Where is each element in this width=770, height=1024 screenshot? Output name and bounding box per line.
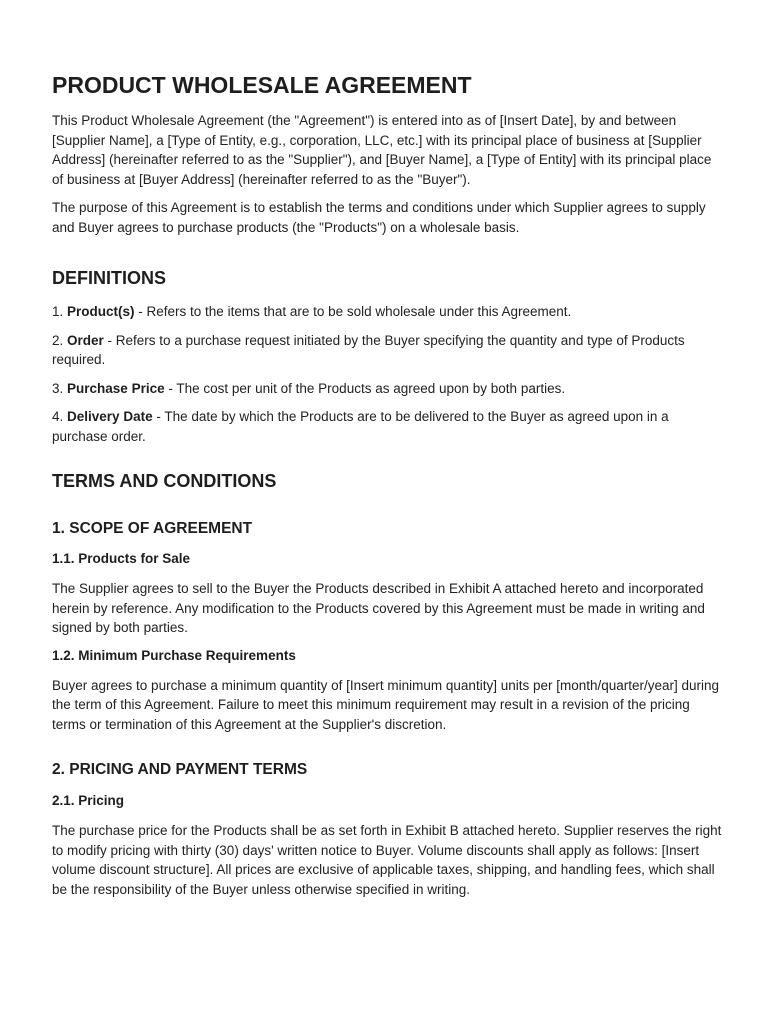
definition-text: - Refers to the items that are to be sold wholesale under this Agreement. (134, 304, 572, 319)
intro-paragraph: This Product Wholesale Agreement (the "Agreement") is entered into as of [Insert Date], by and between [Supplier Name], a [Type of Entity, e.g., corporation, LLC, etc.] with its principal place of business at [Supplier Address] (hereinafter referred to as the "Supplier"), and [Buyer Name], a [Type of Entity] with its principal place of business at [Buyer Address] (hereinafter referred to as the "Buyer"). (52, 113, 712, 187)
subsection-heading-minimum-purchase: 1.2. Minimum Purchase Requirements (52, 647, 296, 663)
document-page (52, 70, 724, 899)
definitions-heading: DEFINITIONS (52, 268, 167, 288)
purpose-paragraph: The purpose of this Agreement is to establish the terms and conditions under which Supplier agrees to supply and Buyer agrees to purchase products (the "Products") on a wholesale basis. (52, 200, 706, 235)
subsection-text-products: The Supplier agrees to sell to the Buyer the Products described in Exhibit A attached hereto and incorporated herein by reference. Any modification to the Products covered by this Agreement must be made in writing and signed by both parties. (52, 581, 705, 635)
terms-heading: TERMS AND CONDITIONS (52, 471, 277, 491)
document-title: PRODUCT WHOLESALE AGREEMENT (52, 72, 472, 98)
definition-text: - The cost per unit of the Products as agreed upon by both parties. (164, 380, 566, 396)
subsection-text-pricing: The purchase price for the Products shall be as set forth in Exhibit B attached hereto. Supplier reserves the right to modify pricing with thirty (30) days' written notice to Buyer. Volume discounts shall apply as follows: [Insert volume discount structure]. All prices are exclusive of applicable taxes, shipping, and handling fees, which shall be the responsibility of the Buyer unless otherwise specified in writing. (52, 823, 722, 897)
definition-number: 1. (52, 304, 64, 319)
definition-item (52, 407, 724, 446)
definition-term: Order (67, 332, 104, 348)
definition-item (52, 302, 724, 322)
definition-number: 2. (52, 332, 64, 348)
subsection-heading-products: 1.1. Products for Sale (52, 551, 191, 566)
section-heading-scope: 1. SCOPE OF AGREEMENT (52, 520, 253, 537)
definition-text: - Refers to a purchase request initiated by the Buyer specifying the quantity and type of Products required. (52, 332, 685, 367)
definition-term: Product(s) (67, 304, 135, 319)
subsection-heading-pricing: 2.1. Pricing (52, 793, 125, 808)
section-heading-pricing: 2. PRICING AND PAYMENT TERMS (52, 761, 308, 778)
definition-number: 3. (52, 380, 64, 396)
definition-item (52, 331, 724, 370)
subsection-text-minimum-purchase: Buyer agrees to purchase a minimum quantity of [Insert minimum quantity] units per [month/quarter/year] during the term of this Agreement. Failure to meet this minimum requirement may result in a revision of the pricing terms or termination of this Agreement at the Supplier's discretion. (52, 677, 720, 732)
definition-item (52, 379, 724, 399)
definition-text: - The date by which the Products are to be delivered to the Buyer as agreed upon in a purchase order. (52, 409, 669, 444)
definition-term: Purchase Price (67, 380, 165, 396)
definition-number: 4. (52, 409, 64, 424)
definition-term: Delivery Date (67, 409, 153, 424)
